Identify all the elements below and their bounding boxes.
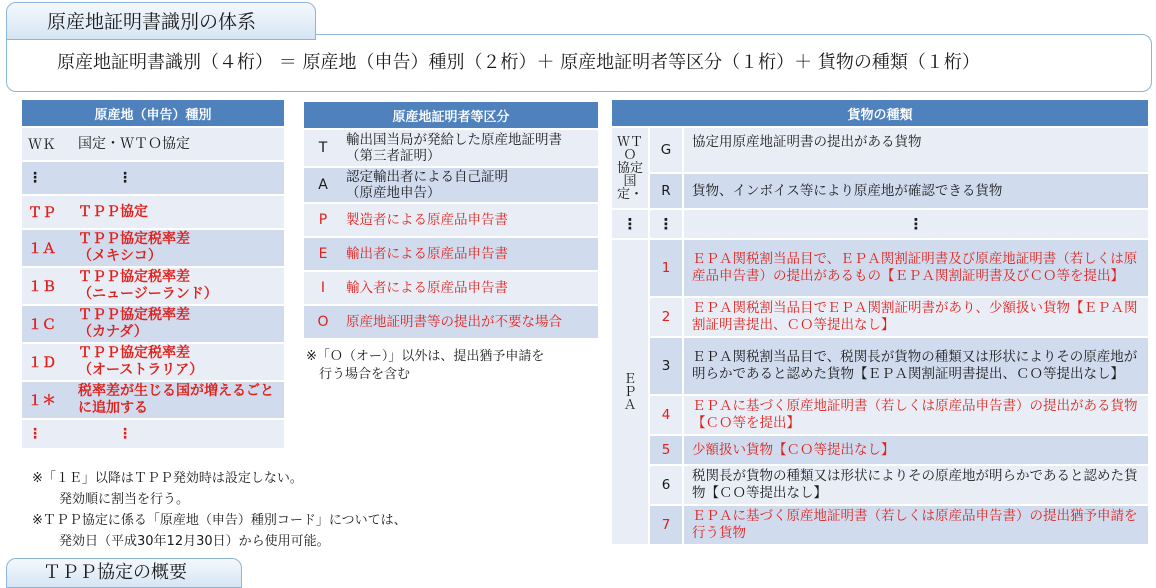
section-tab-tpp-overview: ＴＰＰ協定の概要 (6, 558, 242, 588)
goods-group-epa: ＥＰＡ (612, 240, 650, 546)
footnote-line: 発効日（平成30年12月30日）から使用可能。 (46, 534, 330, 549)
goods-ellipsis: ⋮ (684, 210, 1148, 240)
goods-code: 5 (650, 436, 684, 466)
origin-code: ＷＫ (22, 128, 72, 160)
footnote-line: ※ＴＰＰ協定に係る「原産地（申告）種別コード」については、 (32, 513, 407, 528)
origin-code: １＊ (22, 382, 72, 418)
goods-desc: ＥＰＡ関税割当品目でＥＰＡ関割証明書があり、少額扱い貨物【ＥＰＡ関割証明書提出、ＣＯ等提出なし】 (684, 298, 1148, 338)
goods-header: 貨物の種類 (612, 100, 1148, 128)
origin-code: １Ｄ (22, 344, 72, 380)
goods-desc: ＥＰＡ関税割当品目で、税関長が貨物の種類又は形状によりその原産地が明らかであると認めた貨物【ＥＰＡ関割証明書提出、ＣＯ等提出なし】 (684, 338, 1148, 396)
origin-name: 税率差が生じる国が増えるごと に追加する (72, 382, 284, 418)
origin-name: ＴＰＰ協定 (72, 196, 284, 228)
goods-desc: 協定用原産地証明書の提出がある貨物 (684, 128, 1148, 174)
certifier-name: 認定輸出者による自己証明 （原産地申告） (342, 168, 598, 202)
goods-code: 6 (650, 466, 684, 506)
certifier-note: ※「Ｏ（オー）」以外は、提出猶予申請を 行う場合を含む (306, 349, 545, 382)
goods-desc: 少額扱い貨物【ＣＯ等提出なし】 (684, 436, 1148, 466)
certifier-code: I (304, 272, 342, 304)
certifier-name: 製造者による原産品申告書 (342, 204, 598, 236)
certifier-name: 原産地証明書等の提出が不要な場合 (342, 306, 598, 338)
origin-type-header: 原産地（申告）種別 (22, 100, 284, 126)
goods-group-wto: ＷＴＯ 協定 国定・ (612, 128, 650, 210)
goods-code: 4 (650, 396, 684, 436)
origin-code: １Ａ (22, 230, 72, 266)
goods-code: R (650, 174, 684, 210)
goods-code: 2 (650, 298, 684, 338)
origin-name: ＴＰＰ協定税率差 （オーストラリア） (72, 344, 284, 380)
origin-code: １Ｃ (22, 306, 72, 342)
certifier-code: E (304, 238, 342, 270)
formula: 原産地証明書識別（４桁） ＝ 原産地（申告）種別（２桁）＋ 原産地証明者等区分（１桁）＋ 貨物の種類（１桁） (6, 34, 1152, 92)
origin-code: ＴＰ (22, 196, 72, 228)
goods-desc: 貨物、インボイス等により原産地が確認できる貨物 (684, 174, 1148, 210)
origin-name: 国定・ＷＴＯ協定 (72, 128, 284, 160)
goods-ellipsis: ⋮ (650, 210, 684, 240)
certifier-code: P (304, 204, 342, 236)
goods-desc: ＥＰＡに基づく原産地証明書（若しくは原産品申告書）の提出がある貨物【ＣＯ等を提出】 (684, 396, 1148, 436)
goods-desc: 税関長が貨物の種類又は形状によりその原産地が明らかであると認めた貨物【ＣＯ等提出なし】 (684, 466, 1148, 506)
goods-code: 1 (650, 240, 684, 298)
certifier-code: O (304, 306, 342, 338)
footnote-line: 発効順に割当を行う。 (46, 492, 190, 507)
certifier-code: T (304, 130, 342, 166)
origin-name: ＴＰＰ協定税率差 （カナダ） (72, 306, 284, 342)
page-title: 原産地証明書識別の体系 (6, 2, 316, 40)
certifier-table (304, 100, 598, 340)
certifier-name: 輸入者による原産品申告書 (342, 272, 598, 304)
goods-desc: ＥＰＡに基づく原産地証明書（若しくは原産品申告書）の提出猶予申請を行う貨物 (684, 506, 1148, 546)
origin-name: ⋮ (72, 162, 284, 194)
goods-table (612, 100, 1148, 546)
origin-name: ＴＰＰ協定税率差 （ニュージーランド） (72, 268, 284, 304)
certifier-code: A (304, 168, 342, 202)
goods-code: 3 (650, 338, 684, 396)
goods-code: G (650, 128, 684, 174)
footnotes (32, 468, 407, 552)
goods-code: 7 (650, 506, 684, 546)
origin-code: １Ｂ (22, 268, 72, 304)
origin-code: ⋮ (22, 420, 72, 448)
certifier-name: 輸出者による原産品申告書 (342, 238, 598, 270)
origin-name: ⋮ (72, 420, 284, 448)
origin-name: ＴＰＰ協定税率差 （メキシコ） (72, 230, 284, 266)
goods-desc: ＥＰＡ関税割当品目で、ＥＰＡ関割証明書及び原産地証明書（若しくは原産品申告書）の提出があるもの【ＥＰＡ関割証明書及びＣＯ等を提出】 (684, 240, 1148, 298)
footnote-line: ※「１Ｅ」以降はＴＰＰ発効時は設定しない。 (32, 471, 303, 486)
certifier-header: 原産地証明者等区分 (304, 102, 598, 128)
origin-code: ⋮ (22, 162, 72, 194)
origin-type-table (22, 98, 284, 450)
certifier-name: 輸出国当局が発給した原産地証明書 （第三者証明） (342, 130, 598, 166)
goods-ellipsis: ⋮ (612, 210, 650, 240)
